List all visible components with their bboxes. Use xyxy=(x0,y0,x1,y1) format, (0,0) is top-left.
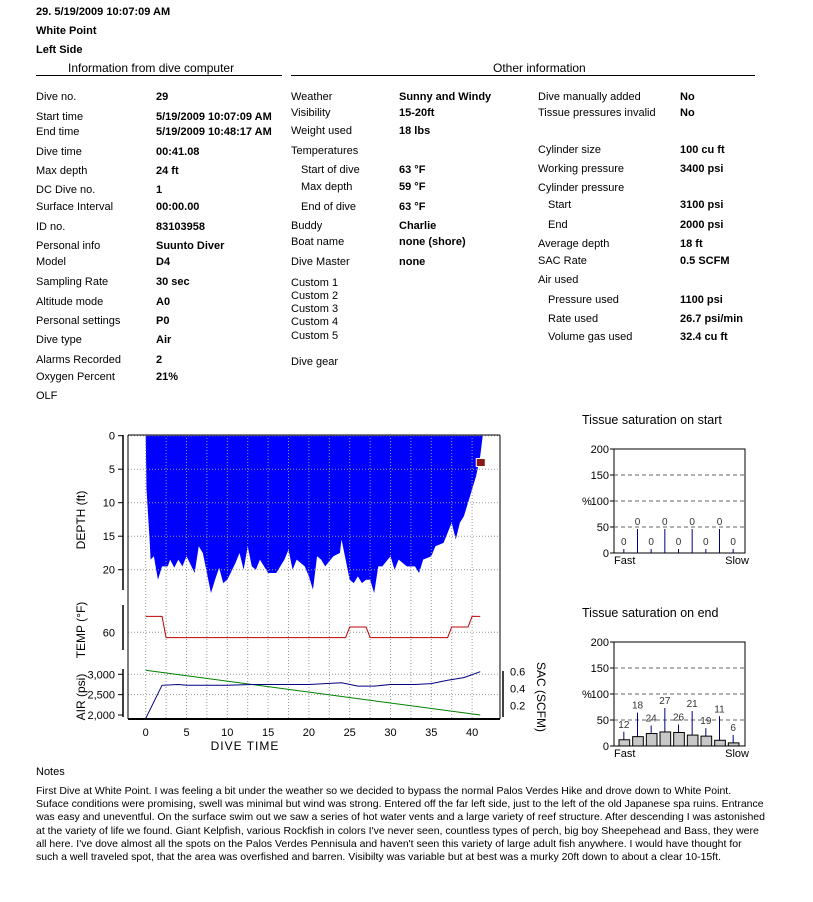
tissue-bar xyxy=(715,740,726,746)
bar-value-label: 19 xyxy=(700,716,712,728)
bar-value-label: 0 xyxy=(716,517,723,528)
dive-title: 29. 5/19/2009 10:07:09 AM xyxy=(36,6,171,18)
notes-text: First Dive at White Point. I was feeling a bit under the weather so we decided to bypass the normal Palos Verdes Hike and drove down to White Point. Suface conditions were promising, swell was minimal but wind was strong. Entered off the far left side, just to the left of the old Japanese spa ruins. Entrance was easy and uneventful. On the surface swim out we saw a series of hot water vents and a large variety of reef structure. After descending I was astonished at the variety of life we found. Giant Kelpfish, various Rockfish in colors I've never seen, countless types of perch, big boy Sheepehead and Bass, they were all here. I've dove almost all the spots on the Palos Verdes Pennisula and haven't seen this variety of large adult fish anywhere. I would have thought for such a well traveled spot, that the area was overfished and barren. Visibilty was variable but at best was a murky 20ft down to about a clear 10-15ft. xyxy=(36,785,765,864)
bar-value-label: 26 xyxy=(672,712,685,724)
divider xyxy=(36,75,282,76)
field-label: Model xyxy=(36,256,66,268)
bar-value-label: 12 xyxy=(618,719,630,731)
field-label: Dive no. xyxy=(36,91,77,103)
slow-label: Slow xyxy=(725,748,749,760)
field-value: 2000 psi xyxy=(680,219,724,231)
field-value: 29 xyxy=(156,91,169,103)
tissue-bar xyxy=(633,737,644,746)
temp-tick-label: 60 xyxy=(102,627,115,640)
air-tick-label: 2,500 xyxy=(87,689,115,702)
field-label: Average depth xyxy=(538,238,610,250)
field-value: 1 xyxy=(156,184,163,196)
field-label: Temperatures xyxy=(291,145,359,157)
time-tick-label: 15 xyxy=(261,727,275,739)
time-tick-label: 0 xyxy=(142,727,149,739)
field-label: End xyxy=(548,219,568,231)
bar-value-label: 6 xyxy=(730,722,736,734)
field-value: 59 °F xyxy=(399,181,426,193)
field-label: Custom 5 xyxy=(291,330,339,342)
field-label: Dive time xyxy=(36,146,82,158)
tissue-bar xyxy=(646,734,657,746)
field-label: Weather xyxy=(291,91,333,103)
field-label: Rate used xyxy=(548,313,599,325)
field-label: Dive type xyxy=(36,334,82,346)
depth-tick-label: 0 xyxy=(108,430,115,443)
depth-axis-title: DEPTH (ft) xyxy=(74,490,88,550)
depth-tick-label: 15 xyxy=(102,531,115,544)
slow-label: Slow xyxy=(725,555,749,567)
field-label: DC Dive no. xyxy=(36,184,96,196)
y-tick-label: 150 xyxy=(590,663,609,675)
tissue-bar xyxy=(619,740,630,746)
y-tick-label: 100 xyxy=(590,689,609,701)
depth-tick-label: 20 xyxy=(102,564,115,577)
divider xyxy=(291,75,755,76)
field-label: Working pressure xyxy=(538,163,624,175)
tissue-bar xyxy=(674,732,685,746)
field-label: ID no. xyxy=(36,221,66,233)
field-label: Start time xyxy=(36,111,84,123)
field-value: 24 ft xyxy=(156,165,179,177)
sac-axis-title: SAC (SCFM) xyxy=(534,662,548,732)
field-label: Boat name xyxy=(291,236,345,248)
field-value: 18 ft xyxy=(680,238,703,250)
time-tick-label: 35 xyxy=(425,727,438,739)
tissue-end-chart xyxy=(570,598,770,768)
y-tick-label: 200 xyxy=(590,637,609,649)
dive-site: White Point xyxy=(36,25,97,37)
time-tick-label: 25 xyxy=(343,727,356,739)
field-value: 3100 psi xyxy=(680,199,724,211)
field-label: Max depth xyxy=(36,165,88,177)
field-value: Charlie xyxy=(399,220,437,232)
tissue-bar xyxy=(701,736,712,746)
field-value: 1100 psi xyxy=(680,294,723,306)
sac-tick-label: 0.2 xyxy=(510,700,526,713)
bar-value-label: 0 xyxy=(675,537,682,548)
field-label: SAC Rate xyxy=(538,255,587,267)
field-label: Tissue pressures invalid xyxy=(538,107,656,119)
bar-value-label: 18 xyxy=(631,700,644,712)
field-value: 21% xyxy=(156,371,179,383)
field-value: 63 °F xyxy=(399,201,426,213)
field-value: 15-20ft xyxy=(399,107,435,119)
field-label: Buddy xyxy=(291,220,323,232)
sac-tick-label: 0.6 xyxy=(510,666,526,679)
field-label: Start xyxy=(548,199,572,211)
field-label: OLF xyxy=(36,390,58,402)
bar-value-label: 0 xyxy=(662,517,668,528)
field-label: Cylinder pressure xyxy=(538,182,625,194)
time-tick-label: 20 xyxy=(302,727,316,739)
y-tick-label: 200 xyxy=(590,444,609,456)
field-value: 3400 psi xyxy=(680,163,724,175)
bar-value-label: 0 xyxy=(634,517,641,528)
section-other-heading: Other information xyxy=(493,61,586,75)
field-label: Start of dive xyxy=(301,164,360,176)
y-tick-label: 50 xyxy=(596,715,609,727)
depth-tick-label: 10 xyxy=(102,497,115,510)
field-label: Personal settings xyxy=(36,315,121,327)
fast-label: Fast xyxy=(614,748,636,760)
field-value: 100 cu ft xyxy=(680,144,725,156)
field-value: P0 xyxy=(156,315,170,327)
field-value: 2 xyxy=(156,354,163,366)
field-label: Custom 2 xyxy=(291,290,339,302)
field-value: 26.7 psi/min xyxy=(680,313,743,325)
y-axis-title: % xyxy=(582,496,592,508)
bar-value-label: 0 xyxy=(703,537,709,548)
alarm-marker-icon xyxy=(476,459,485,467)
field-value: 5/19/2009 10:07:09 AM xyxy=(156,111,272,123)
bar-value-label: 0 xyxy=(730,537,736,548)
field-label: Alarms Recorded xyxy=(36,354,121,366)
field-label: End time xyxy=(36,126,80,138)
tissue-bar xyxy=(728,743,739,746)
tissue-bar xyxy=(687,735,698,746)
temp-axis-title: TEMP (°F) xyxy=(74,601,88,659)
field-value: A0 xyxy=(156,296,171,308)
field-label: Dive Master xyxy=(291,256,350,268)
field-value: 30 sec xyxy=(156,276,190,288)
field-value: Sunny and Windy xyxy=(399,91,492,103)
chart-title: Tissue saturation on end xyxy=(582,606,719,620)
field-label: Sampling Rate xyxy=(36,276,109,288)
bar-value-label: 24 xyxy=(645,713,657,725)
y-axis-title: % xyxy=(582,689,592,701)
field-value: Suunto Diver xyxy=(156,240,225,252)
time-tick-label: 30 xyxy=(384,727,397,739)
field-value: No xyxy=(680,107,695,119)
field-label: Cylinder size xyxy=(538,144,601,156)
field-label: Custom 4 xyxy=(291,316,339,328)
y-tick-label: 150 xyxy=(590,470,609,482)
bar-value-label: 11 xyxy=(714,704,725,716)
field-value: none xyxy=(399,256,426,268)
field-value: Air xyxy=(156,334,172,346)
field-label: Pressure used xyxy=(548,294,619,306)
air-axis-title: AIR (psi) xyxy=(74,673,88,721)
bar-value-label: 0 xyxy=(689,517,695,528)
field-value: 0.5 SCFM xyxy=(680,255,730,267)
air-tick-label: 3,000 xyxy=(87,669,115,682)
field-label: Oxygen Percent xyxy=(36,371,115,383)
field-label: End of dive xyxy=(301,201,357,213)
bar-value-label: 21 xyxy=(686,699,698,711)
field-value: 18 lbs xyxy=(399,125,431,137)
field-label: Personal info xyxy=(36,240,101,252)
time-tick-label: 40 xyxy=(465,727,479,739)
y-tick-label: 0 xyxy=(602,741,609,753)
field-value: No xyxy=(680,91,695,103)
field-label: Custom 3 xyxy=(291,303,339,315)
field-label: Custom 1 xyxy=(291,277,339,289)
field-label: Visibility xyxy=(291,107,331,119)
tissue-start-chart xyxy=(570,405,770,575)
time-tick-label: 10 xyxy=(221,727,234,739)
field-label: Dive gear xyxy=(291,356,339,368)
section-computer-heading: Information from dive computer xyxy=(68,61,235,75)
bar-value-label: 0 xyxy=(648,537,654,548)
depth-tick-label: 5 xyxy=(108,464,115,477)
y-tick-label: 100 xyxy=(590,496,609,508)
x-axis-title: DIVE TIME xyxy=(210,739,280,753)
fast-label: Fast xyxy=(614,555,636,567)
time-tick-label: 5 xyxy=(183,727,190,739)
field-value: 5/19/2009 10:48:17 AM xyxy=(156,126,272,138)
field-label: Max depth xyxy=(301,181,353,193)
y-tick-label: 0 xyxy=(602,548,609,560)
field-value: 83103958 xyxy=(156,221,205,233)
y-tick-label: 50 xyxy=(596,522,609,534)
field-value: 32.4 cu ft xyxy=(680,331,728,343)
field-label: Weight used xyxy=(291,125,352,137)
dive-entry: Left Side xyxy=(36,44,83,56)
field-label: Surface Interval xyxy=(36,201,114,213)
chart-title: Tissue saturation on start xyxy=(582,413,722,427)
field-label: Volume gas used xyxy=(548,331,633,343)
field-label: Dive manually added xyxy=(538,91,641,103)
sac-tick-label: 0.4 xyxy=(510,683,526,696)
air-tick-label: 2,000 xyxy=(87,710,115,722)
field-value: 00:00.00 xyxy=(156,201,200,213)
field-value: 00:41.08 xyxy=(156,146,200,158)
field-label: Air used xyxy=(538,274,579,286)
field-value: D4 xyxy=(156,256,171,268)
bar-value-label: 27 xyxy=(659,695,671,707)
field-value: none (shore) xyxy=(399,236,466,248)
bar-value-label: 0 xyxy=(621,537,627,548)
tissue-bar xyxy=(660,732,671,746)
field-value: 63 °F xyxy=(399,164,426,176)
dive-profile-chart xyxy=(0,425,560,760)
field-label: Altitude mode xyxy=(36,296,104,308)
notes-title: Notes xyxy=(36,766,65,778)
